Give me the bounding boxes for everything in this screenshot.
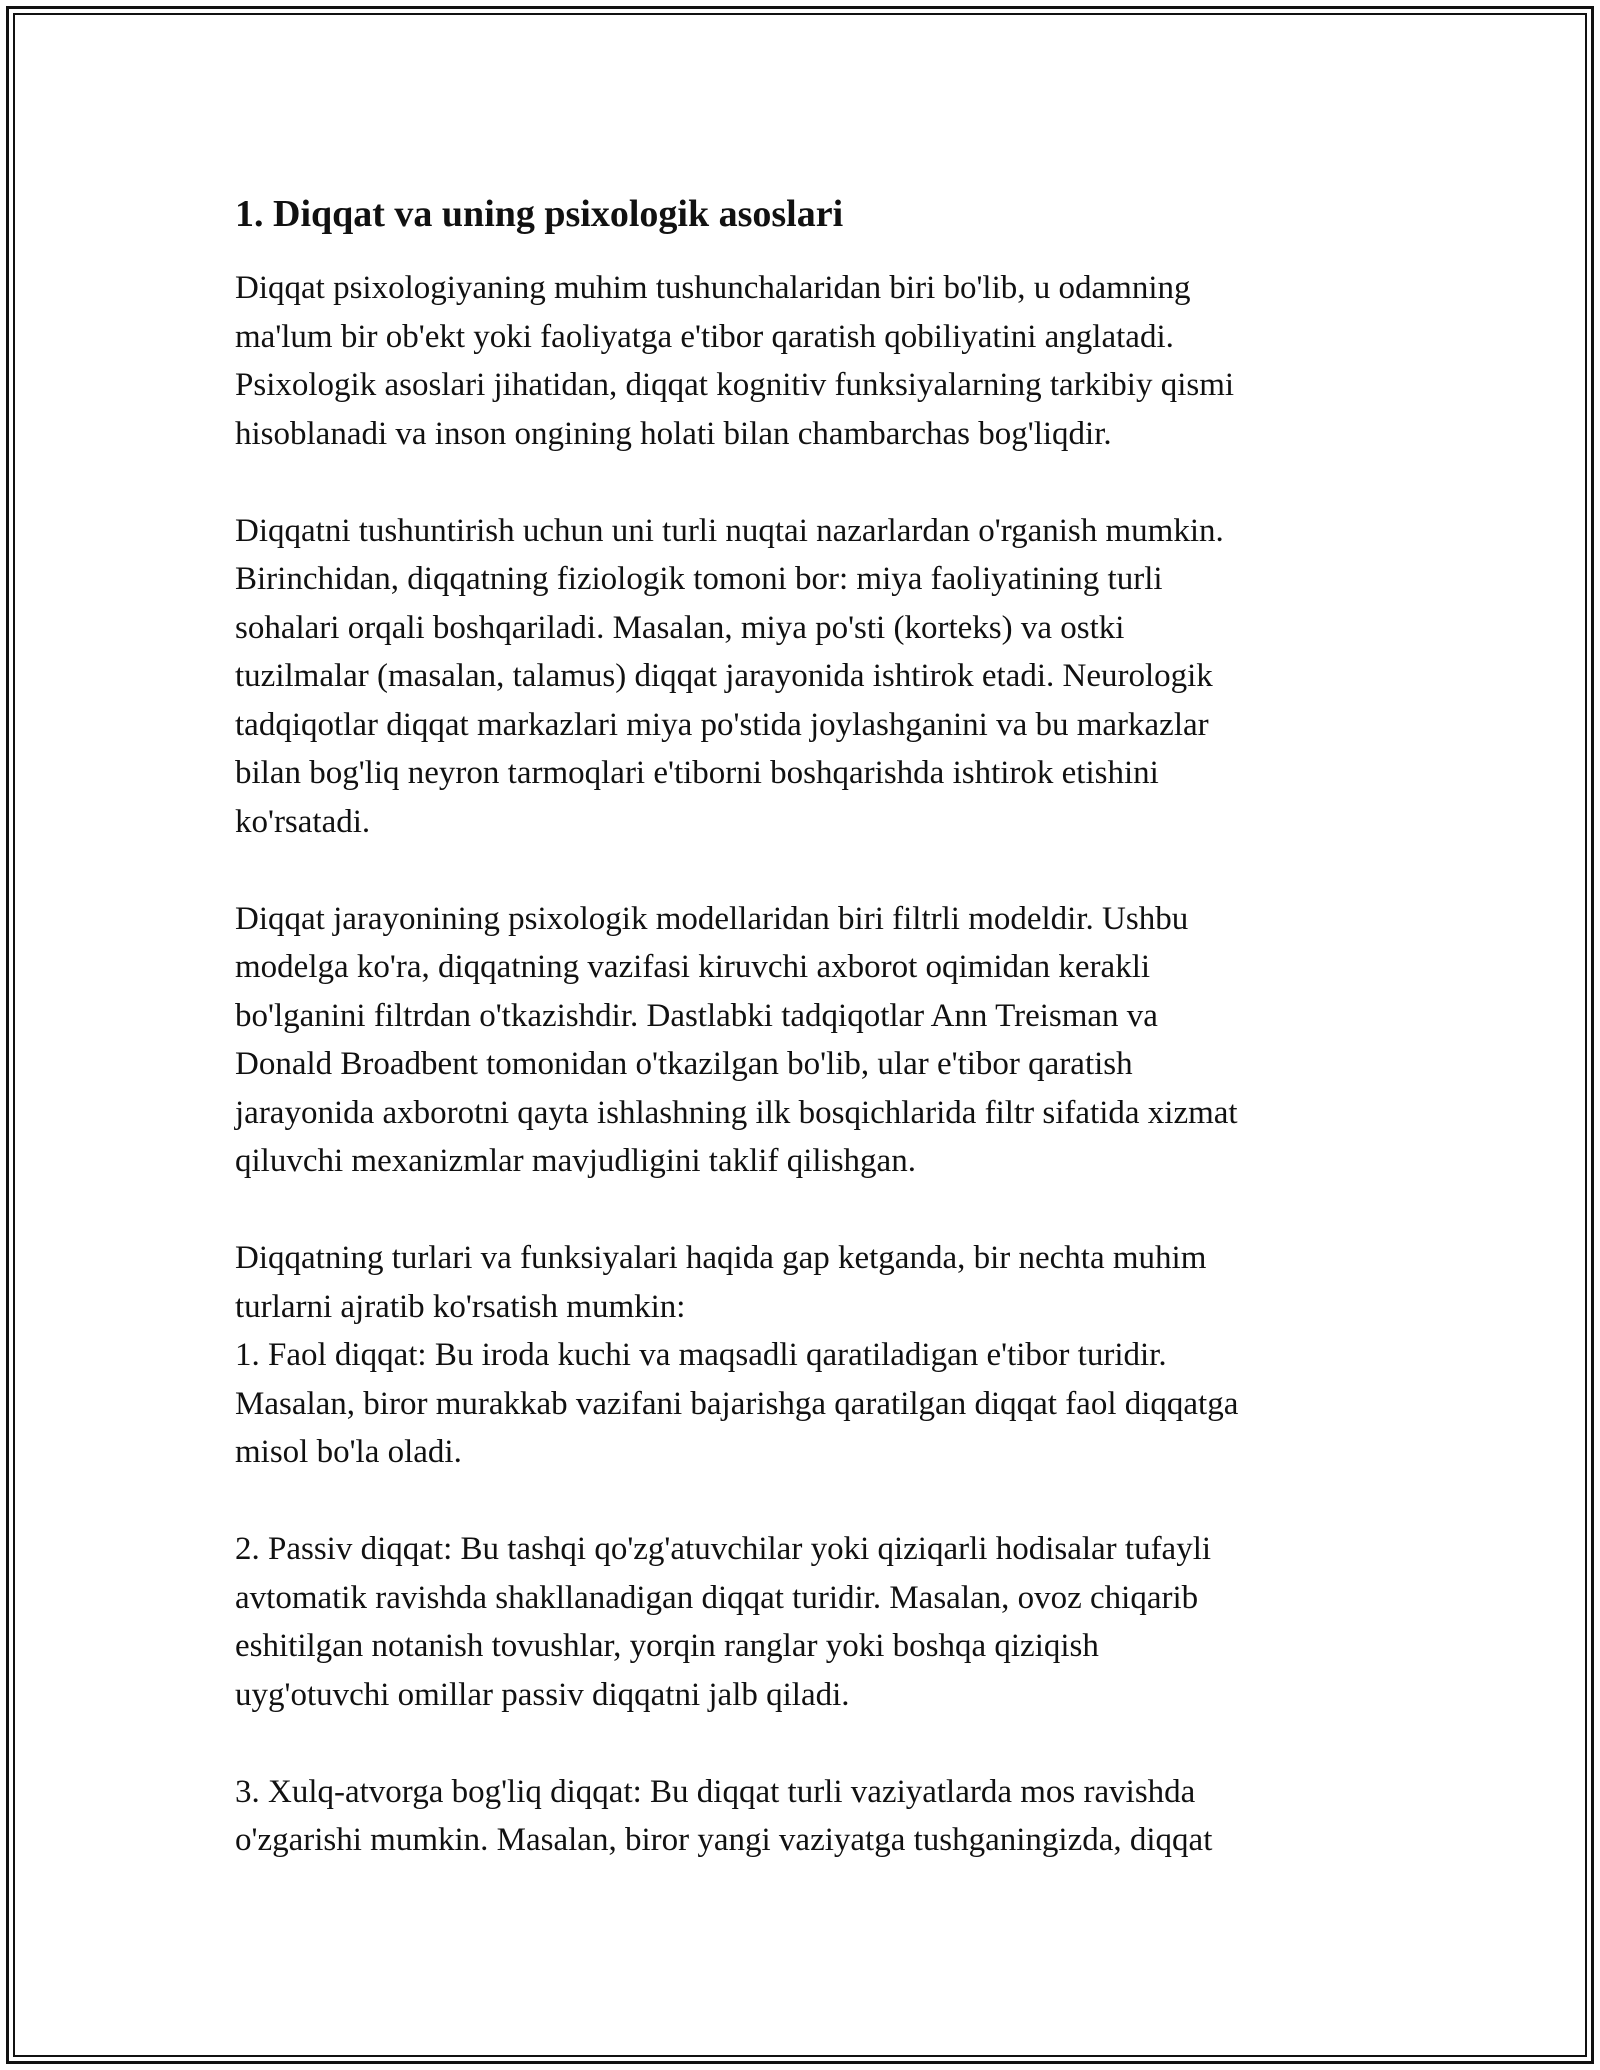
paragraph-intro: Diqqat psixologiyaning muhim tushunchalaridan biri bo'lib, u odamning ma'lum bir ob'ekt yoki faoliyatga e'tibor qaratish qobiliyatini anglatadi. Psixologik asoslari jihatidan, diqqat kognitiv funksiyalarning tarkibiy qismi hisoblanadi va inson ongining holati bilan chambarchas bog'liqdir. — [235, 270, 1235, 452]
section-heading: 1. Diqqat va uning psixologik asoslari — [235, 193, 844, 235]
document-body — [235, 188, 1365, 1865]
paragraph-filter-model: Diqqat jarayonining psixologik modellaridan biri filtrli modeldir. Ushbu modelga ko'ra, diqqatning vazifasi kiruvchi axborot oqimidan kerakli bo'lganini filtrdan o'tkazishdir. Dastlabki tadqiqotlar Ann Treisman va Donald Broadbent tomonidan o'tkazilgan bo'lib, ular e'tibor qaratish jarayonida axborotni qayta ishlashning ilk bosqichlarida filtr sifatida xizmat qiluvchi mexanizmlar mavjudligini taklif qilishgan. — [235, 900, 1238, 1179]
paragraph-physiology: Diqqatni tushuntirish uchun uni turli nuqtai nazarlardan o'rganish mumkin. Birinchidan, diqqatning fiziologik tomoni bor: miya faoliyatining turli sohalari orqali boshqariladi. Masalan, miya po'sti (korteks) va ostki tuzilmalar (masalan, talamus) diqqat jarayonida ishtirok etadi. Neurologik tadqiqotlar diqqat markazlari miya po'stida joylashganini va bu markazlar bilan bog'liq neyron tarmoqlari e'tiborni boshqarishda ishtirok etishini ko'rsatadi. — [235, 512, 1224, 840]
paragraph-types-intro: Diqqatning turlari va funksiyalari haqida gap ketganda, bir nechta muhim turlarni ajratib ko'rsatish mumkin: — [235, 1240, 1207, 1325]
list-item-behavioral-attention: 3. Xulq-atvorga bog'liq diqqat: Bu diqqat turli vaziyatlarda mos ravishda o'zgarishi mumkin. Masalan, biror yangi vaziyatga tushganingizda, diqqat — [235, 1773, 1213, 1858]
list-item-active-attention: 1. Faol diqqat: Bu iroda kuchi va maqsadli qaratiladigan e'tibor turidir. Masalan, biror murakkab vazifani bajarishga qaratilgan diqqat faol diqqatga misol bo'la oladi. — [235, 1337, 1239, 1470]
list-item-passive-attention: 2. Passiv diqqat: Bu tashqi qo'zg'atuvchilar yoki qiziqarli hodisalar tufayli avtomatik ravishda shakllanadigan diqqat turidir. Masalan, ovoz chiqarib eshitilgan notanish tovushlar, yorqin ranglar yoki boshqa qiziqish uyg'otuvchi omillar passiv diqqatni jalb qiladi. — [235, 1531, 1212, 1713]
